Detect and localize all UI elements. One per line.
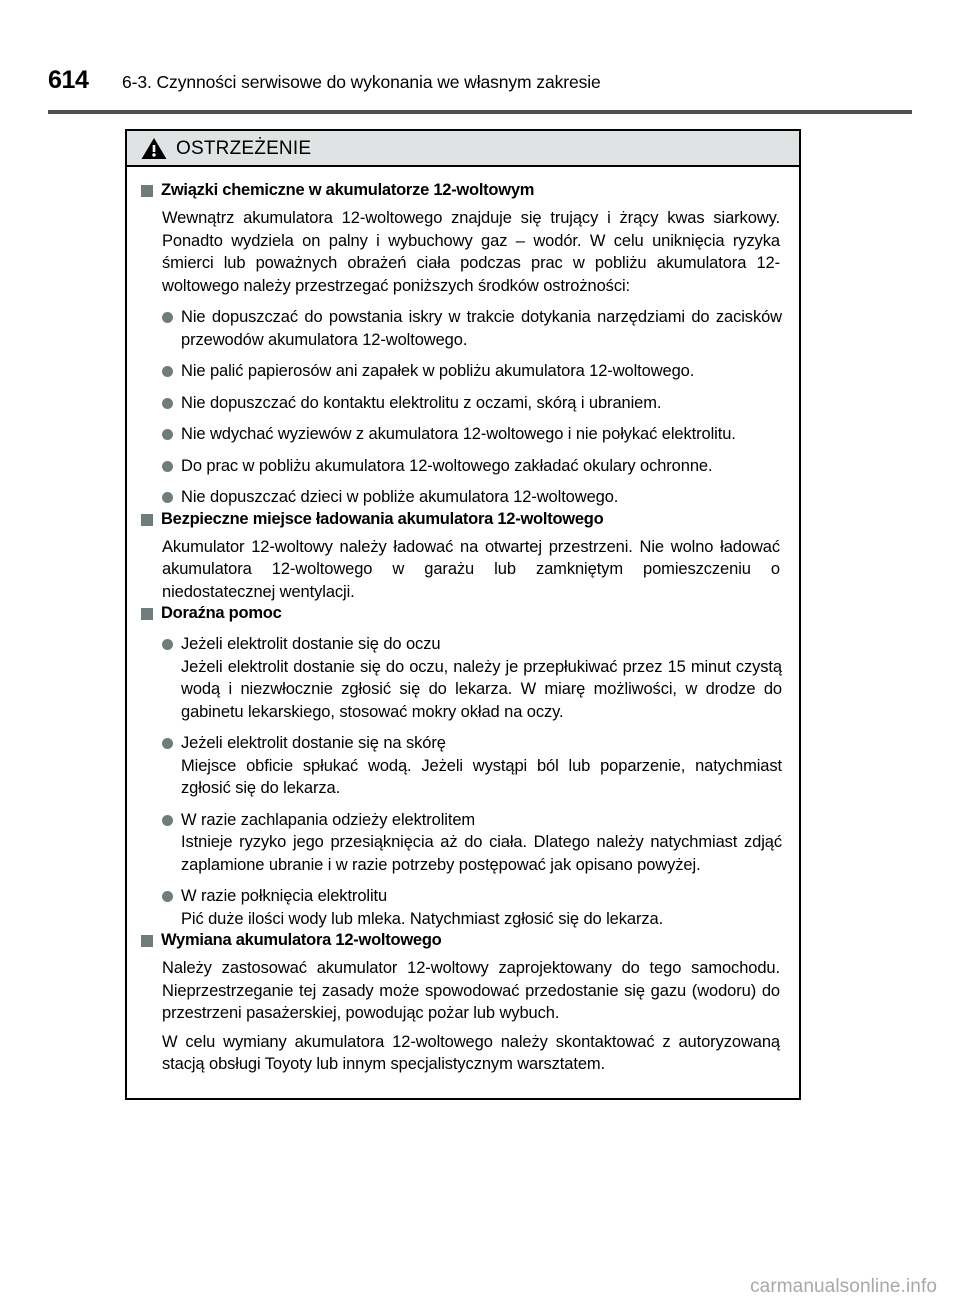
page-header <box>48 68 912 102</box>
list-item-lead: Jeżeli elektrolit dostanie się do oczu <box>181 635 441 653</box>
header-divider <box>48 110 912 114</box>
list-item-body: Miejsce obficie spłukać wodą. Jeżeli wystąpi ból lub poparzenie, natychmiast zgłosić się do lekarza. <box>181 756 782 797</box>
list-item-text: Nie dopuszczać do powstania iskry w trakcie dotykania narzędziami do zacisków przewodów akumulatora 12-woltowego. <box>181 308 782 349</box>
list-item <box>162 392 782 415</box>
round-bullet-icon <box>162 815 173 826</box>
list-item-text: Nie dopuszczać do kontaktu elektrolitu z oczami, skórą i ubraniem. <box>181 393 662 412</box>
round-bullet-icon <box>162 429 173 440</box>
list-item-body: Jeżeli elektrolit dostanie się do oczu, należy je przepłukiwać przez 15 minut czystą wodą i niezwłocznie zgłosić się do lekarza. W miarę możliwości, w drodze do gabinetu lekarskiego, stosować mokry okład na oczy. <box>181 657 782 721</box>
list-item-text <box>181 732 782 800</box>
list-item <box>162 306 782 351</box>
list-item-body: Istnieje ryzyko jego przesiąknięcia aż do ciała. Dlatego należy natychmiast zdjąć zaplamione ubranie i w razie potrzeby postępować jak opisano powyżej. <box>181 833 782 874</box>
warning-panel <box>125 129 801 1100</box>
warning-section <box>141 180 782 509</box>
list-item-lead: W razie połknięcia elektrolitu <box>181 887 388 905</box>
list-item-text <box>181 633 782 723</box>
warning-section <box>141 509 782 604</box>
round-bullet-icon <box>162 738 173 749</box>
warning-panel-header <box>127 131 799 167</box>
round-bullet-icon <box>162 492 173 503</box>
round-bullet-icon <box>162 312 173 323</box>
section-paragraph: Akumulator 12-woltowy należy ładować na otwartej przestrzeni. Nie wolno ładować akumulatora 12-woltowego w garażu lub zamkniętym pomieszczeniu o niedostatecznej wentylacji. <box>162 537 780 601</box>
section-heading-text: Doraźna pomoc <box>161 604 282 622</box>
list-item-lead: W razie zachlapania odzieży elektrolitem <box>181 810 476 829</box>
list-item <box>162 732 782 800</box>
page-title: 6-3. Czynności serwisowe do wykonania we własnym zakresie <box>122 72 601 92</box>
section-paragraph: Wewnątrz akumulatora 12-woltowego znajduje się trujący i żrący kwas siarkowy. Ponadto wydziela on palny i wybuchowy gaz – wodór. W celu uniknięcia ryzyka śmierci lub poważnych obrażeń ciała podczas prac w pobliżu akumulatora 12-woltowego należy przestrzegać poniższych środków ostrożności: <box>162 209 780 295</box>
round-bullet-icon <box>162 366 173 377</box>
round-bullet-icon <box>162 461 173 472</box>
square-bullet-icon <box>141 185 153 197</box>
round-bullet-icon <box>162 891 173 902</box>
section-heading-text: Związki chemiczne w akumulatorze 12-woltowym <box>161 181 535 199</box>
section-heading-text: Wymiana akumulatora 12-woltowego <box>161 931 442 949</box>
section-heading <box>141 930 782 951</box>
list-item-text <box>181 885 663 930</box>
section-heading <box>141 509 782 530</box>
square-bullet-icon <box>141 608 153 620</box>
list-item <box>162 633 782 723</box>
round-bullet-icon <box>162 398 173 409</box>
section-paragraph: Należy zastosować akumulator 12-woltowy zaprojektowany do tego samochodu. Nieprzestrzeganie tej zasady może spowodować przedostanie się gazu (wodoru) do przestrzeni pasażerskiej, powodując pożar lub wybuch. <box>162 959 780 1022</box>
list-item-text: Nie wdychać wyziewów z akumulatora 12-woltowego i nie połykać elektrolitu. <box>181 425 736 443</box>
section-paragraph: W celu wymiany akumulatora 12-woltowego należy skontaktować z autoryzowaną stacją obsługi Toyoty lub innym specjalistycznym warsztatem. <box>162 1032 780 1073</box>
list-item-text: Nie dopuszczać dzieci w pobliże akumulatora 12-woltowego. <box>181 488 619 506</box>
round-bullet-icon <box>162 639 173 650</box>
warning-section <box>141 930 782 1076</box>
list-item <box>162 885 782 930</box>
list-item <box>162 423 782 446</box>
section-heading <box>141 603 782 624</box>
warning-body <box>127 167 799 1098</box>
page-number: 614 <box>48 66 89 94</box>
square-bullet-icon <box>141 514 153 526</box>
section-heading <box>141 180 782 201</box>
list-item <box>162 486 782 509</box>
list-item-text: Do prac w pobliżu akumulatora 12-woltowego zakładać okulary ochronne. <box>181 456 713 475</box>
warning-triangle-icon <box>141 137 167 160</box>
list-item-text: Nie palić papierosów ani zapałek w pobliżu akumulatora 12-woltowego. <box>181 362 695 380</box>
site-watermark: carmanualsonline.info <box>750 1276 937 1297</box>
warning-section <box>141 603 782 930</box>
list-item-lead: Jeżeli elektrolit dostanie się na skórę <box>181 734 446 752</box>
list-item <box>162 455 782 478</box>
square-bullet-icon <box>141 935 153 947</box>
list-item-text <box>181 809 782 877</box>
list-item-body: Pić duże ilości wody lub mleka. Natychmiast zgłosić się do lekarza. <box>181 909 664 928</box>
list-item <box>162 360 782 383</box>
list-item <box>162 809 782 877</box>
warning-label: OSTRZEŻENIE <box>176 137 312 159</box>
section-heading-text: Bezpieczne miejsce ładowania akumulatora 12-woltowego <box>161 509 604 528</box>
